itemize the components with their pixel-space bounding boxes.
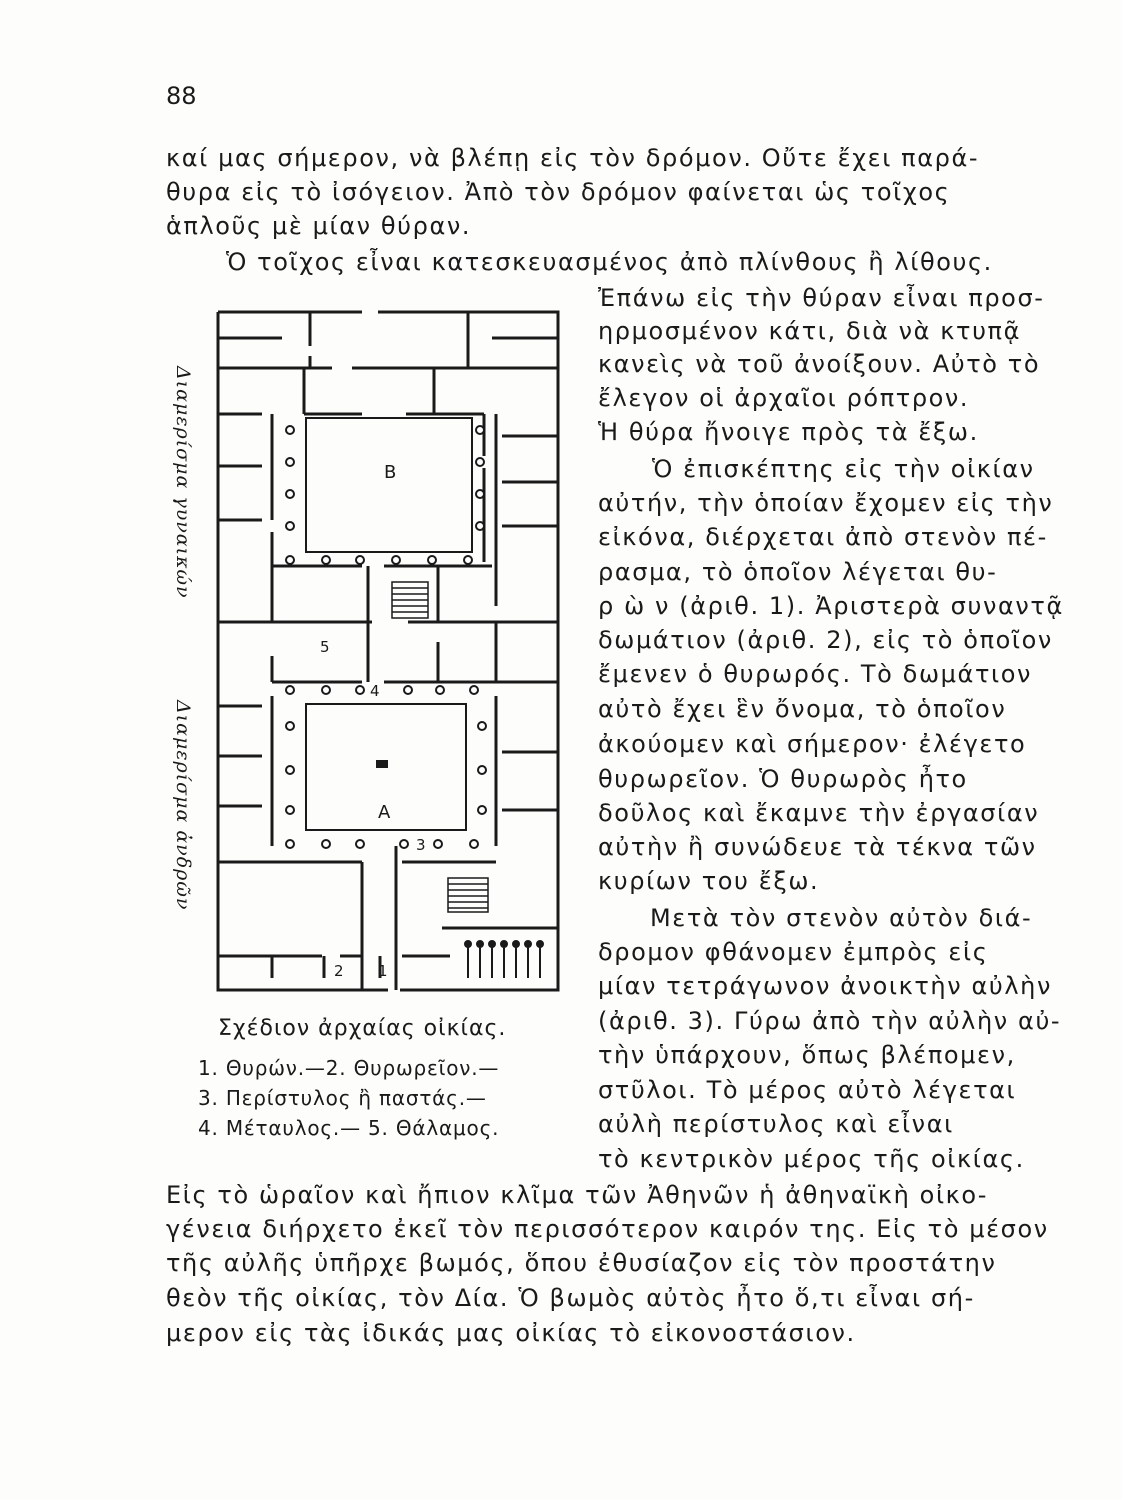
side-label-womens-quarters: Διαμερίσμα γυναικών [172,366,194,599]
column-line: θυρωρεῖον. Ὁ θυρωρὸς ἦτο [598,765,968,793]
room-number-3: 3 [416,836,426,854]
side-label-mens-quarters: Διαμερίσμα ἀνδρῶν [172,700,194,911]
room-number-1: 1 [378,962,388,980]
wall [272,566,492,622]
column-line: τὸ κεντρικὸν μέρος τῆς οἰκίας. [598,1145,1025,1173]
column-line: (ἀριθ. 3). Γύρω ἀπὸ τὴν αὐλὴν αὐ- [598,1007,1062,1035]
column-line: ἔλεγον οἱ ἀρχαῖοι ρόπτρον. [598,384,970,412]
body-text-line: ἁπλοῦς μὲ μίαν θύραν. [166,212,472,240]
column-line: τὴν ὑπάρχουν, ὅπως βλέπομεν, [598,1041,1016,1069]
room-number-4: 4 [370,682,380,700]
figure-legend-line: 3. Περίστυλος ἢ παστάς.— [198,1086,487,1110]
storage-jars [465,941,543,978]
column-line: Ὁ ἐπισκέπτης εἰς τὴν οἰκίαν [652,455,1035,483]
wall [272,956,380,978]
column-line: δρομον φθάνομεν ἐμπρὸς εἰς [598,938,989,966]
column-line: μίαν τετράγωνον ἀνοικτὴν αὐλὴν [598,972,1052,1000]
column-line: δοῦλος καὶ ἔκαμνε τὴν ἐργασίαν [598,799,1040,827]
column-line: αὐτήν, τὴν ὁποίαν ἔχομεν εἰς τὴν [598,489,1054,517]
column-line: εἰκόνα, διέρχεται ἀπὸ στενὸν πέ- [598,523,1048,551]
figure-caption-title: Σχέδιον ἀρχαίας οἰκίας. [218,1016,507,1041]
page-number: 88 [166,82,197,110]
wall [502,436,558,526]
courtyard-label-a: Α [378,802,391,823]
wall [438,622,496,682]
body-text-line: Ὁ τοῖχος εἶναι κατεσκευασμένος ἀπὸ πλίνθους ἢ λίθους. [226,248,993,276]
column-line: δωμάτιον (ἀριθ. 2), εἰς τὸ ὁποῖον [598,626,1053,654]
column-line: αὐτὴν ἢ συνώδευε τὰ τέκνα τῶν [598,833,1037,861]
column-line: αὐλὴ περίστυλος καὶ εἶναι [598,1110,954,1138]
floor-plan-drawing [212,306,564,998]
room-number-5: 5 [320,638,330,656]
figure-legend-line: 4. Μέταυλος.— 5. Θάλαμος. [198,1116,500,1140]
wall [218,696,272,846]
column-line: ρ ὼ ν (ἀριθ. 1). Ἀριστερὰ συναντᾷ [598,592,1064,620]
column-line: Ἡ θύρα ἤνοιγε πρὸς τὰ ἔξω. [598,418,979,446]
stairs-lower [448,878,488,912]
column-line: αὐτὸ ἔχει ἓν ὄνομα, τὸ ὁποῖον [598,695,1007,723]
wall [272,656,558,682]
column-line: ἀκούομεν καὶ σήμερον· ἐλέγετο [598,730,1027,758]
column-line: ἔμενεν ὁ θυρωρός. Τὸ δωμάτιον [598,660,1033,688]
column-line: Ἐπάνω εἰς τὴν θύραν εἶναι προσ- [598,284,1045,312]
column-line: ρασμα, τὸ ὁποῖον λέγεται θυ- [598,558,998,586]
body-text-line: μερον εἰς τὰς ἰδικάς μας οἰκίας τὸ εἰκονοστάσιον. [166,1319,856,1347]
body-text-line: θεὸν τῆς οἰκίας, τὸν Δία. Ὁ βωμὸς αὐτὸς ἦτο ὅ,τι εἶναι σή- [166,1284,975,1312]
stairs-upper [392,582,428,618]
house-floor-plan [212,306,564,998]
body-text-line: τῆς αὐλῆς ὑπῆρχε βωμός, ὅπου ἐθυσίαζον εἰς τὸν προστάτην [166,1249,997,1277]
room-number-2: 2 [334,962,344,980]
wall [304,368,484,414]
column-line: Μετὰ τὸν στενὸν αὐτὸν διά- [650,904,1033,932]
column-line: κυρίων του ἔξω. [598,867,820,895]
column-line: ηρμοσμένον κάτι, διὰ νὰ κτυπᾷ [598,317,1022,345]
body-text-line: θυρα εἰς τὸ ἰσόγειον. Ἀπὸ τὸν δρόμον φαίνεται ὡς τοῖχος [166,178,951,206]
courtyard-label-b: Β [384,462,397,483]
wall [496,696,558,846]
figure-legend-line: 1. Θυρών.—2. Θυρωρεῖον.— [198,1056,500,1080]
wall [218,414,262,520]
columns-upper-peristyle [286,426,484,564]
column-line: στῦλοι. Τὸ μέρος αὐτὸ λέγεται [598,1076,1017,1104]
outer-wall [218,312,558,990]
body-text-line: γένεια διήρχετο ἐκεῖ τὸν περισσότερον καιρόν της. Εἰς τὸ μέσον [166,1215,1049,1243]
body-text-line: Εἰς τὸ ὡραῖον καὶ ἤπιον κλῖμα τῶν Ἀθηνῶν ἡ ἀθηναϊκὴ οἰκο- [166,1181,988,1209]
column-line: κανεὶς νὰ τοῦ ἀνοίξουν. Αὐτὸ τὸ [598,350,1041,378]
altar [376,760,388,768]
body-text-line: καί μας σήμερον, νὰ βλέπῃ εἰς τὸν δρόμον. Οὔτε ἔχει παρά- [166,144,980,172]
